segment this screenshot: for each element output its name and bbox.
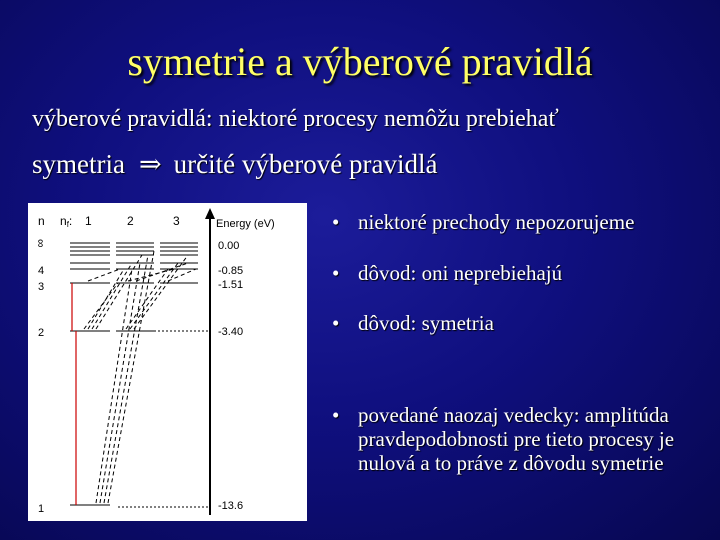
symmetry-word: symetria bbox=[32, 149, 125, 179]
nf-label: nf: bbox=[60, 214, 73, 229]
energy-axis-arrowhead-icon bbox=[205, 208, 215, 219]
bullet-item-2 bbox=[332, 261, 702, 285]
energy-value-2: -3.40 bbox=[218, 326, 244, 338]
energy-axis-title: Energy (eV) bbox=[216, 218, 275, 230]
slide-title: symetrie a výberové pravidlá bbox=[127, 39, 593, 84]
energy-value-4: -0.85 bbox=[218, 265, 244, 277]
energy-value-1: -13.6 bbox=[218, 500, 244, 512]
axis-reference-levels bbox=[118, 331, 208, 507]
bullet-dot-icon: • bbox=[332, 311, 340, 335]
symmetry-statement bbox=[32, 148, 438, 180]
energy-value-3: -1.51 bbox=[218, 279, 244, 291]
level-n-2: 2 bbox=[38, 327, 45, 339]
n-header: n bbox=[38, 214, 45, 228]
column-3-levels bbox=[160, 243, 198, 283]
level-n-1: 1 bbox=[38, 503, 45, 515]
subtitle-line: výberové pravidlá: niektoré procesy nemôžu prebiehať bbox=[32, 106, 559, 132]
bullet-dot-icon: • bbox=[332, 210, 340, 234]
column-label-3: 3 bbox=[173, 214, 180, 228]
level-n-3: 3 bbox=[38, 281, 45, 293]
column-label-2: 2 bbox=[127, 214, 134, 228]
bullet-text: dôvod: symetria bbox=[358, 311, 494, 335]
level-n-infinity: ∞ bbox=[34, 239, 48, 248]
selection-rules-phrase: určité výberové pravidlá bbox=[173, 149, 438, 179]
column-label-1: 1 bbox=[85, 214, 92, 228]
bullet-item-4 bbox=[332, 403, 682, 475]
bullet-item-1 bbox=[332, 210, 702, 234]
bullet-text: niektoré prechody nepozorujeme bbox=[358, 210, 635, 234]
bullet-item-3 bbox=[332, 311, 702, 335]
energy-value-infinity: 0.00 bbox=[218, 240, 240, 252]
implies-arrow-icon: ⇒ bbox=[138, 149, 162, 179]
bullet-text: povedané naozaj vedecky: amplitúda pravdepodobnosti pre tieto procesy je nulová a to práve z dôvodu symetrie bbox=[358, 403, 675, 475]
forbidden-transitions bbox=[84, 251, 196, 503]
allowed-transitions bbox=[72, 283, 76, 505]
energy-level-diagram bbox=[28, 203, 307, 521]
bullet-dot-icon: • bbox=[332, 261, 340, 285]
level-n-4: 4 bbox=[38, 265, 45, 277]
bullet-dot-icon: • bbox=[332, 403, 340, 427]
bullet-text: dôvod: oni neprebiehajú bbox=[358, 261, 563, 285]
